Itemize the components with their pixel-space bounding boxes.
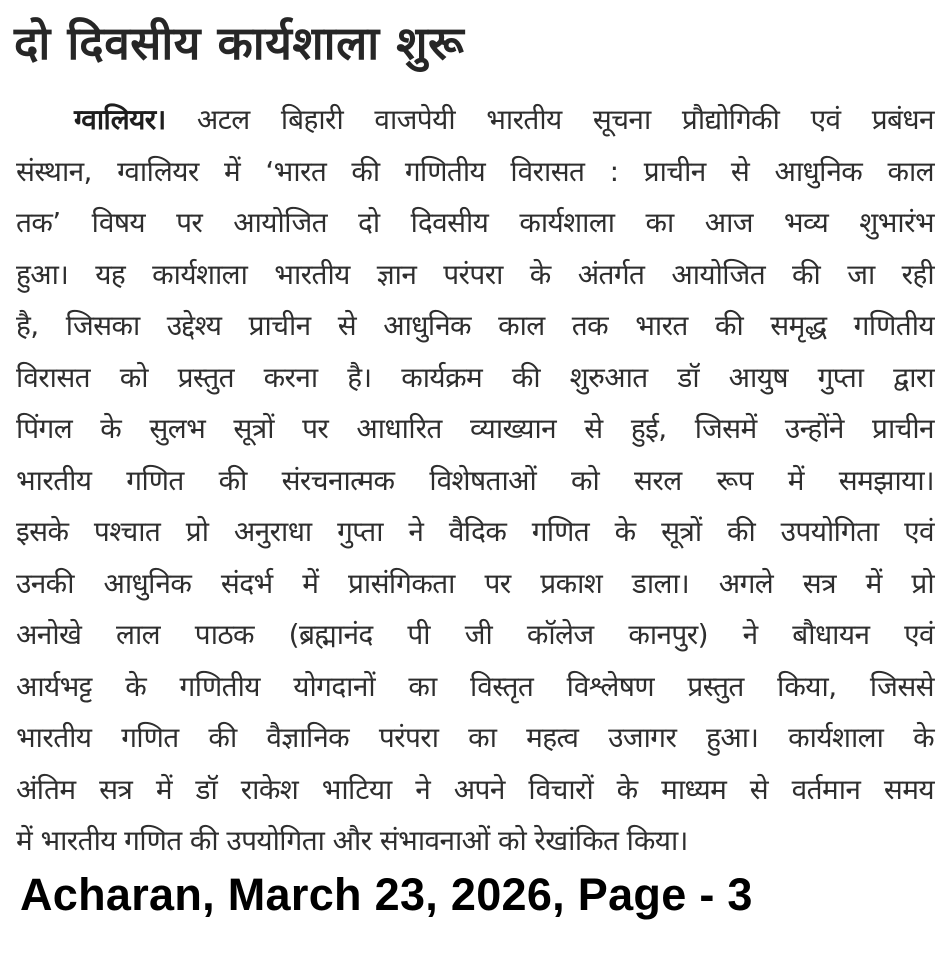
article-line: विरासत को प्रस्तुत करना है। कार्यक्रम की शुरुआत डॉ आयुष गुप्ता द्वारा	[16, 360, 934, 394]
article-line: अंतिम सत्र में डॉ राकेश भाटिया ने अपने विचारों के माध्यम से वर्तमान समय	[16, 772, 934, 806]
article-line: संस्थान, ग्वालियर में ‘भारत की गणितीय विरासत : प्राचीन से आधुनिक काल	[16, 154, 934, 188]
article-line	[16, 94, 934, 146]
article-line: हुआ। यह कार्यशाला भारतीय ज्ञान परंपरा के अंतर्गत आयोजित की जा रही	[16, 257, 934, 291]
article-line: है, जिसका उद्देश्य प्राचीन से आधुनिक काल तक भारत की समृद्ध गणितीय	[16, 309, 934, 342]
article-line: अनोखे लाल पाठक (ब्रह्मानंद पी जी कॉलेज कानपुर) ने बौधायन एवं	[16, 618, 934, 651]
source-caption: Acharan, March 23, 2026, Page - 3	[20, 869, 753, 920]
article-body	[16, 94, 934, 867]
article-line: इसके पश्चात प्रो अनुराधा गुप्ता ने वैदिक गणित के सूत्रों की उपयोगिता एवं	[16, 515, 934, 548]
article-line: में भारतीय गणित की उपयोगिता और संभावनाओं को रेखांकित किया।	[16, 824, 688, 857]
article-line-text: अटल बिहारी वाजपेयी भारतीय सूचना प्रौद्योगिकी एवं प्रबंधन	[196, 103, 934, 136]
article-line: तक’ विषय पर आयोजित दो दिवसीय कार्यशाला का आज भव्य शुभारंभ	[16, 206, 934, 239]
article-line: उनकी आधुनिक संदर्भ में प्रासंगिकता पर प्रकाश डाला। अगले सत्र में प्रो	[16, 566, 934, 600]
article-line: पिंगल के सुलभ सूत्रों पर आधारित व्याख्यान से हुई, जिसमें उन्होंने प्राचीन	[16, 412, 934, 445]
article-line: भारतीय गणित की वैज्ञानिक परंपरा का महत्व उजागर हुआ। कार्यशाला के	[16, 721, 934, 754]
article-line: आर्यभट्ट के गणितीय योगदानों का विस्तृत विश्लेषण प्रस्तुत किया, जिससे	[16, 669, 934, 703]
dateline: ग्वालियर।	[74, 103, 166, 136]
headline: दो दिवसीय कार्यशाला शुरू	[14, 16, 465, 70]
article-line: भारतीय गणित की संरचनात्मक विशेषताओं को सरल रूप में समझाया।	[16, 463, 934, 497]
